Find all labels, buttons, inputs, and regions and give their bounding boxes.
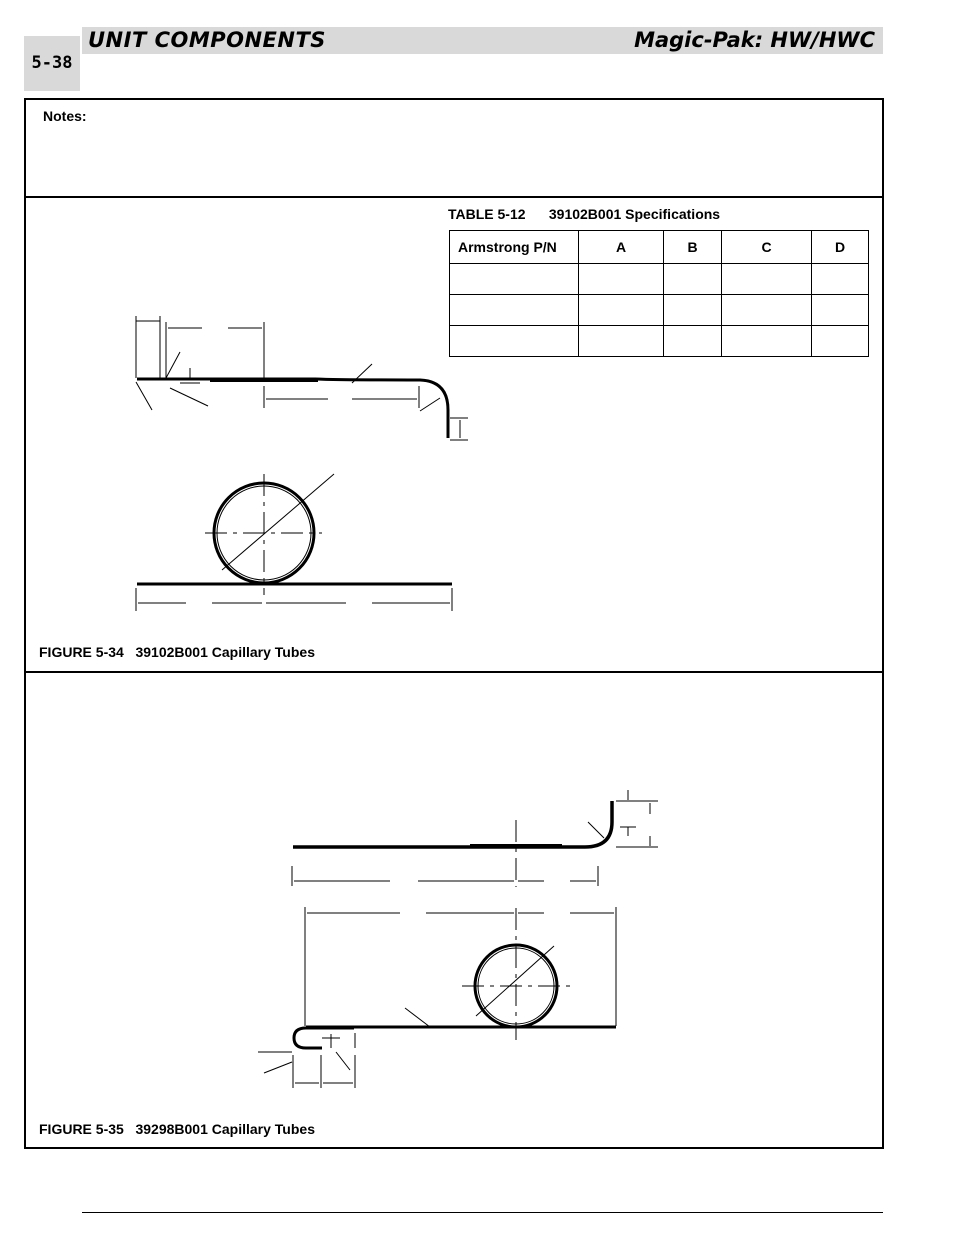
page-number: 5-38 <box>31 53 73 73</box>
product-title: Magic-Pak: HW/HWC <box>634 28 875 52</box>
column-header-a: A <box>579 231 664 264</box>
table-caption: TABLE 5-12 39102B001 Specifications <box>448 206 721 222</box>
footer-rule <box>82 1212 883 1213</box>
section-title: UNIT COMPONENTS <box>88 28 326 52</box>
figure-5-34-caption: FIGURE 5-34 39102B001 Capillary Tubes <box>39 644 315 660</box>
column-header-d: D <box>812 231 869 264</box>
notes-label: Notes: <box>43 108 87 124</box>
figure-5-35-caption: FIGURE 5-35 39298B001 Capillary Tubes <box>39 1121 315 1137</box>
column-header-part-number: Armstrong P/N <box>450 231 579 264</box>
column-header-b: B <box>664 231 722 264</box>
column-header-c: C <box>722 231 812 264</box>
